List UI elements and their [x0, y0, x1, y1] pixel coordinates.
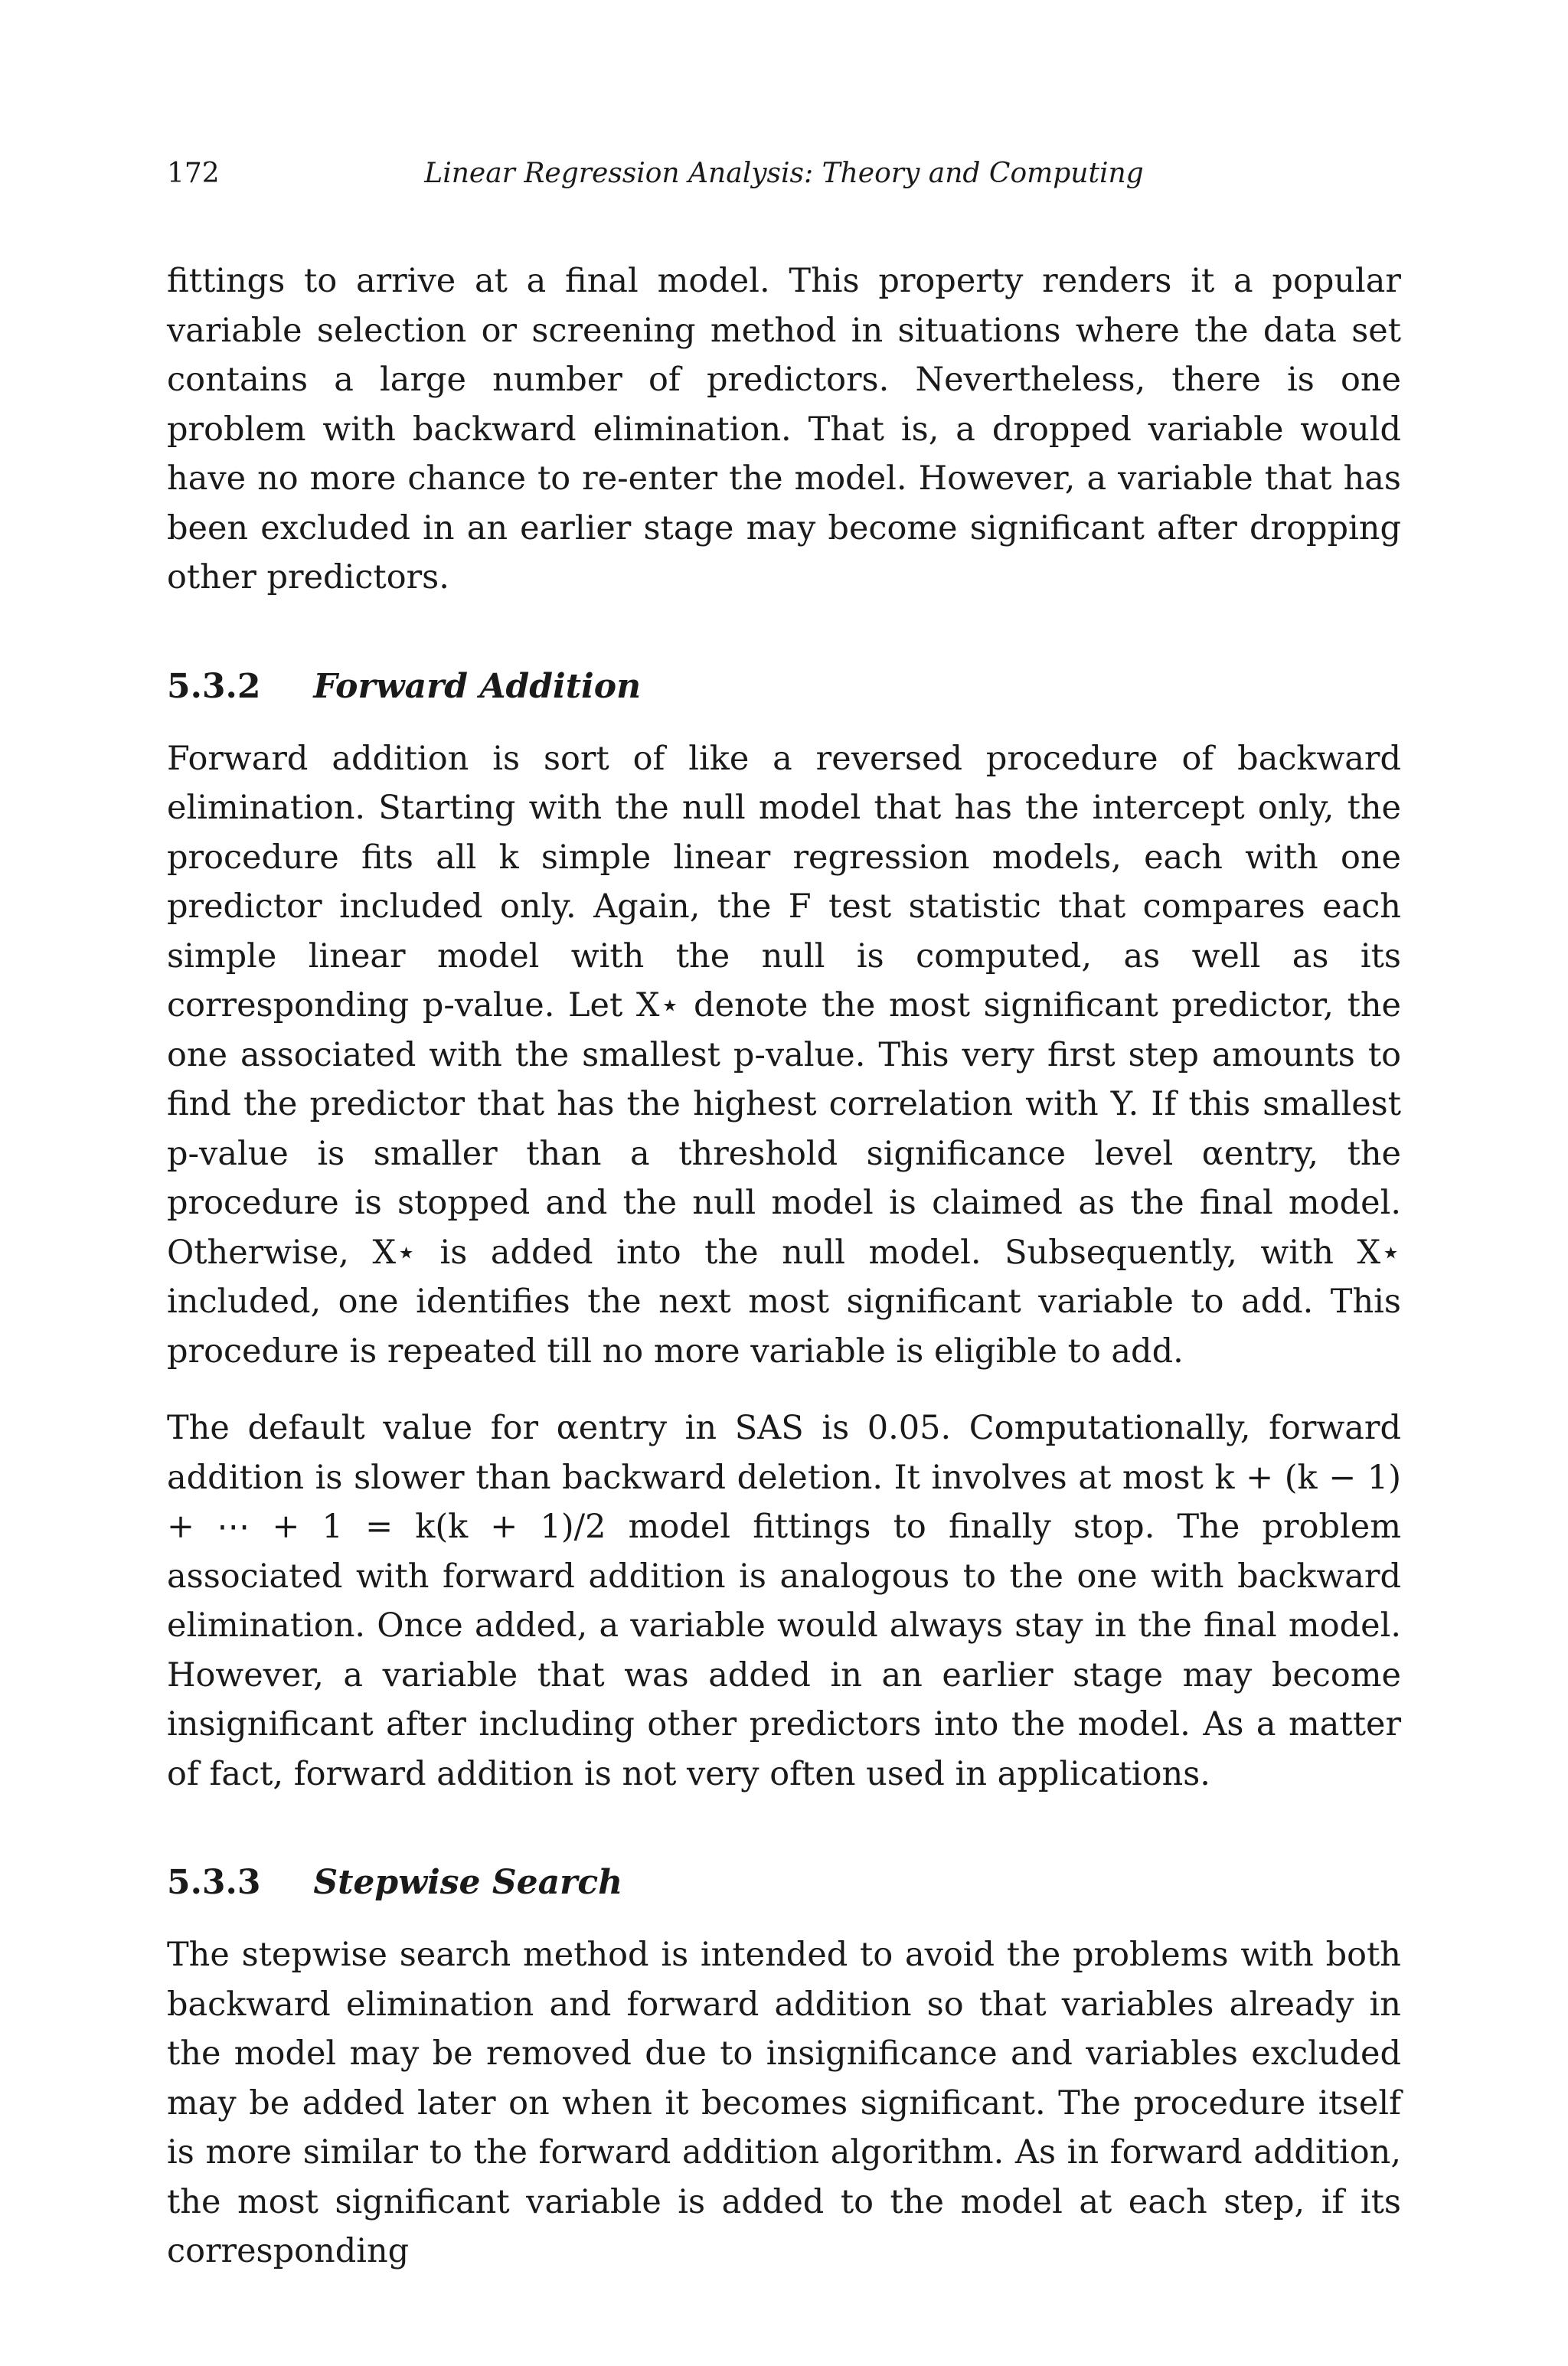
- paragraph-stepwise-search-1: The stepwise search method is intended to avoid the problems with both backward elimination and forward addition so that variables already in the model may be removed due to insignificance and variables excluded may be added later on when it becomes significant. The procedure itself is more similar to the forward addition algorithm. As in forward addition, the most significant variable is added to the model at each step, if its corresponding: [167, 1936, 1401, 2270]
- running-title: Linear Regression Analysis: Theory and Computing: [424, 158, 1144, 189]
- page-header: [167, 158, 1401, 196]
- section-number: 5.3.3: [167, 1863, 261, 1902]
- paragraph-forward-addition-1: Forward addition is sort of like a reversed procedure of backward elimination. Starting with the null model that has the intercept only, the procedure fits all k simple linear regression models, each with one predictor included only. Again, the F test statistic that compares each simple linear model with the null is computed, as well as its corresponding p-value. Let X⋆ denote the most significant predictor, the one associated with the smallest p-value. This very first step amounts to find the predictor that has the highest correlation with Y. If this smallest p-value is smaller than a threshold significance level αentry, the procedure is stopped and the null model is claimed as the final model. Otherwise, X⋆ is added into the null model. Subsequently, with X⋆ included, one identifies the next most significant variable to add. This procedure is repeated till no more variable is eligible to add.: [167, 739, 1401, 1371]
- section-title: Forward Addition: [313, 666, 642, 706]
- section-title: Stepwise Search: [313, 1863, 623, 1902]
- section-heading-stepwise-search: [167, 1858, 1401, 1907]
- paragraph-forward-addition-2: The default value for αentry in SAS is 0.05. Computationally, forward addition is slower than backward deletion. It involves at most k + (k − 1) + ⋯ + 1 = k(k + 1)/2 model fittings to finally stop. The problem associated with forward addition is analogous to the one with backward elimination. Once added, a variable would always stay in the final model. However, a variable that was added in an earlier stage may become insignificant after including other predictors into the model. As a matter of fact, forward addition is not very often used in applications.: [167, 1409, 1401, 1793]
- section-number: 5.3.2: [167, 666, 261, 706]
- section-heading-forward-addition: [167, 662, 1401, 711]
- paragraph-intro: fittings to arrive at a final model. This property renders it a popular variable selection or screening method in situations where the data set contains a large number of predictors. Nevertheless, there is one problem with backward elimination. That is, a dropped variable would have no more chance to re-enter the model. However, a variable that has been excluded in an earlier stage may become significant after dropping other predictors.: [167, 262, 1401, 596]
- page-number: 172: [167, 158, 220, 189]
- page-body: [167, 257, 1401, 2276]
